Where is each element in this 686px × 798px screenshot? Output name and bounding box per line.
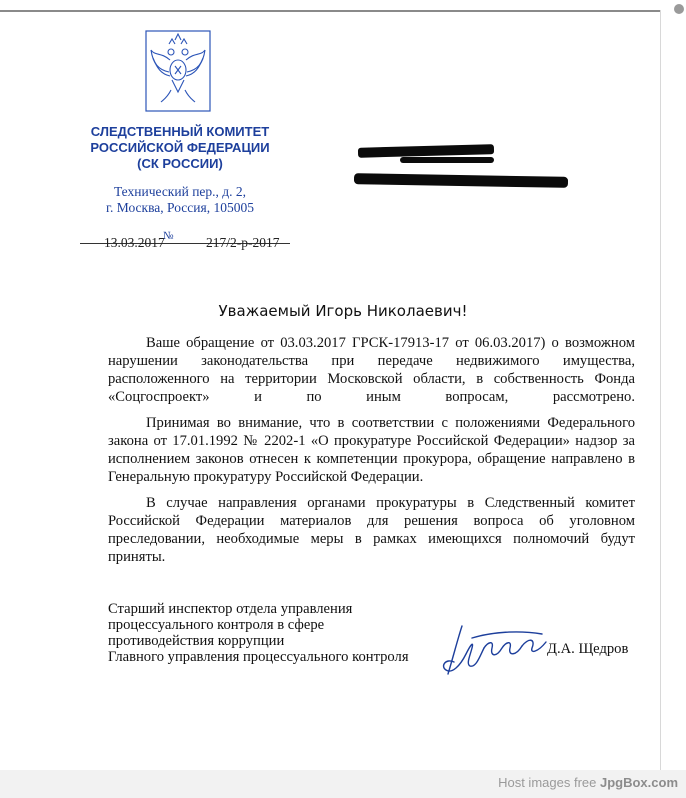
signatory-line-2: процессуального контроля в сфере <box>108 617 325 633</box>
redaction-bar <box>358 144 494 158</box>
footer-brand: JpgBox.com <box>599 775 678 790</box>
signatory-line-1: Старший инспектор отдела управления <box>108 601 353 617</box>
greeting: Уважаемый Игорь Николаевич! <box>218 302 468 320</box>
footer-bar <box>0 770 686 798</box>
handwritten-signature <box>432 618 552 680</box>
org-line-2: РОССИЙСКОЙ ФЕДЕРАЦИИ <box>90 140 270 155</box>
footer-link[interactable] <box>498 775 678 790</box>
signatory-line-4: Главного управления процессуального контроля <box>108 649 409 665</box>
top-divider <box>0 10 660 12</box>
org-line-3: (СК РОССИИ) <box>137 156 223 171</box>
footer-text: Host images free <box>498 775 597 790</box>
org-line-1: СЛЕДСТВЕННЫЙ КОМИТЕТ <box>90 124 270 139</box>
signatory-title <box>108 601 409 665</box>
paragraph: В случае направления органами прокуратуры в Следственный комитет Российской Федерации материалов для решения вопроса об уголовном преследовании, необходимые меры в рамках имеющихся полномочий будут приняты. <box>108 495 635 565</box>
address-line-2: г. Москва, Россия, 105005 <box>106 200 254 215</box>
organization-address <box>72 184 288 216</box>
address-line-1: Технический пер., д. 2, <box>113 184 247 199</box>
reference-date: 13.03.2017 <box>104 235 165 250</box>
signatory-line-3: противодействия коррупции <box>108 633 285 649</box>
paragraph: Принимая во внимание, что в соответствии с положениями Федерального закона от 17.01.1992 № 2202-1 «О прокуратуре Российской Федерации» надзор за исполнением законов отнесен к компетенции прокурора, обращение направлено в Генеральную прокуратуру Российской Федерации. <box>108 415 635 485</box>
reference-number-sign: № <box>163 230 174 242</box>
paragraph: Ваше обращение от 03.03.2017 ГРСК-17913-17 от 06.03.2017) о возможном нарушении законодательства при передаче недвижимого имущества, расположенного на территории Московской области, в собственность Фонда «Соцгоспроект» и по иным вопросам, рассмотрено. <box>108 335 635 405</box>
organization-header <box>72 124 288 172</box>
reference-number: 217/2-р-2017 <box>206 235 280 250</box>
coat-of-arms-icon <box>145 30 211 112</box>
letter-body <box>108 334 635 574</box>
scroll-indicator[interactable] <box>674 4 684 14</box>
page-edge <box>660 10 661 770</box>
redaction-bar <box>354 173 568 188</box>
redaction-bar <box>400 157 494 163</box>
signatory-name: Д.А. Щедров <box>547 641 629 657</box>
